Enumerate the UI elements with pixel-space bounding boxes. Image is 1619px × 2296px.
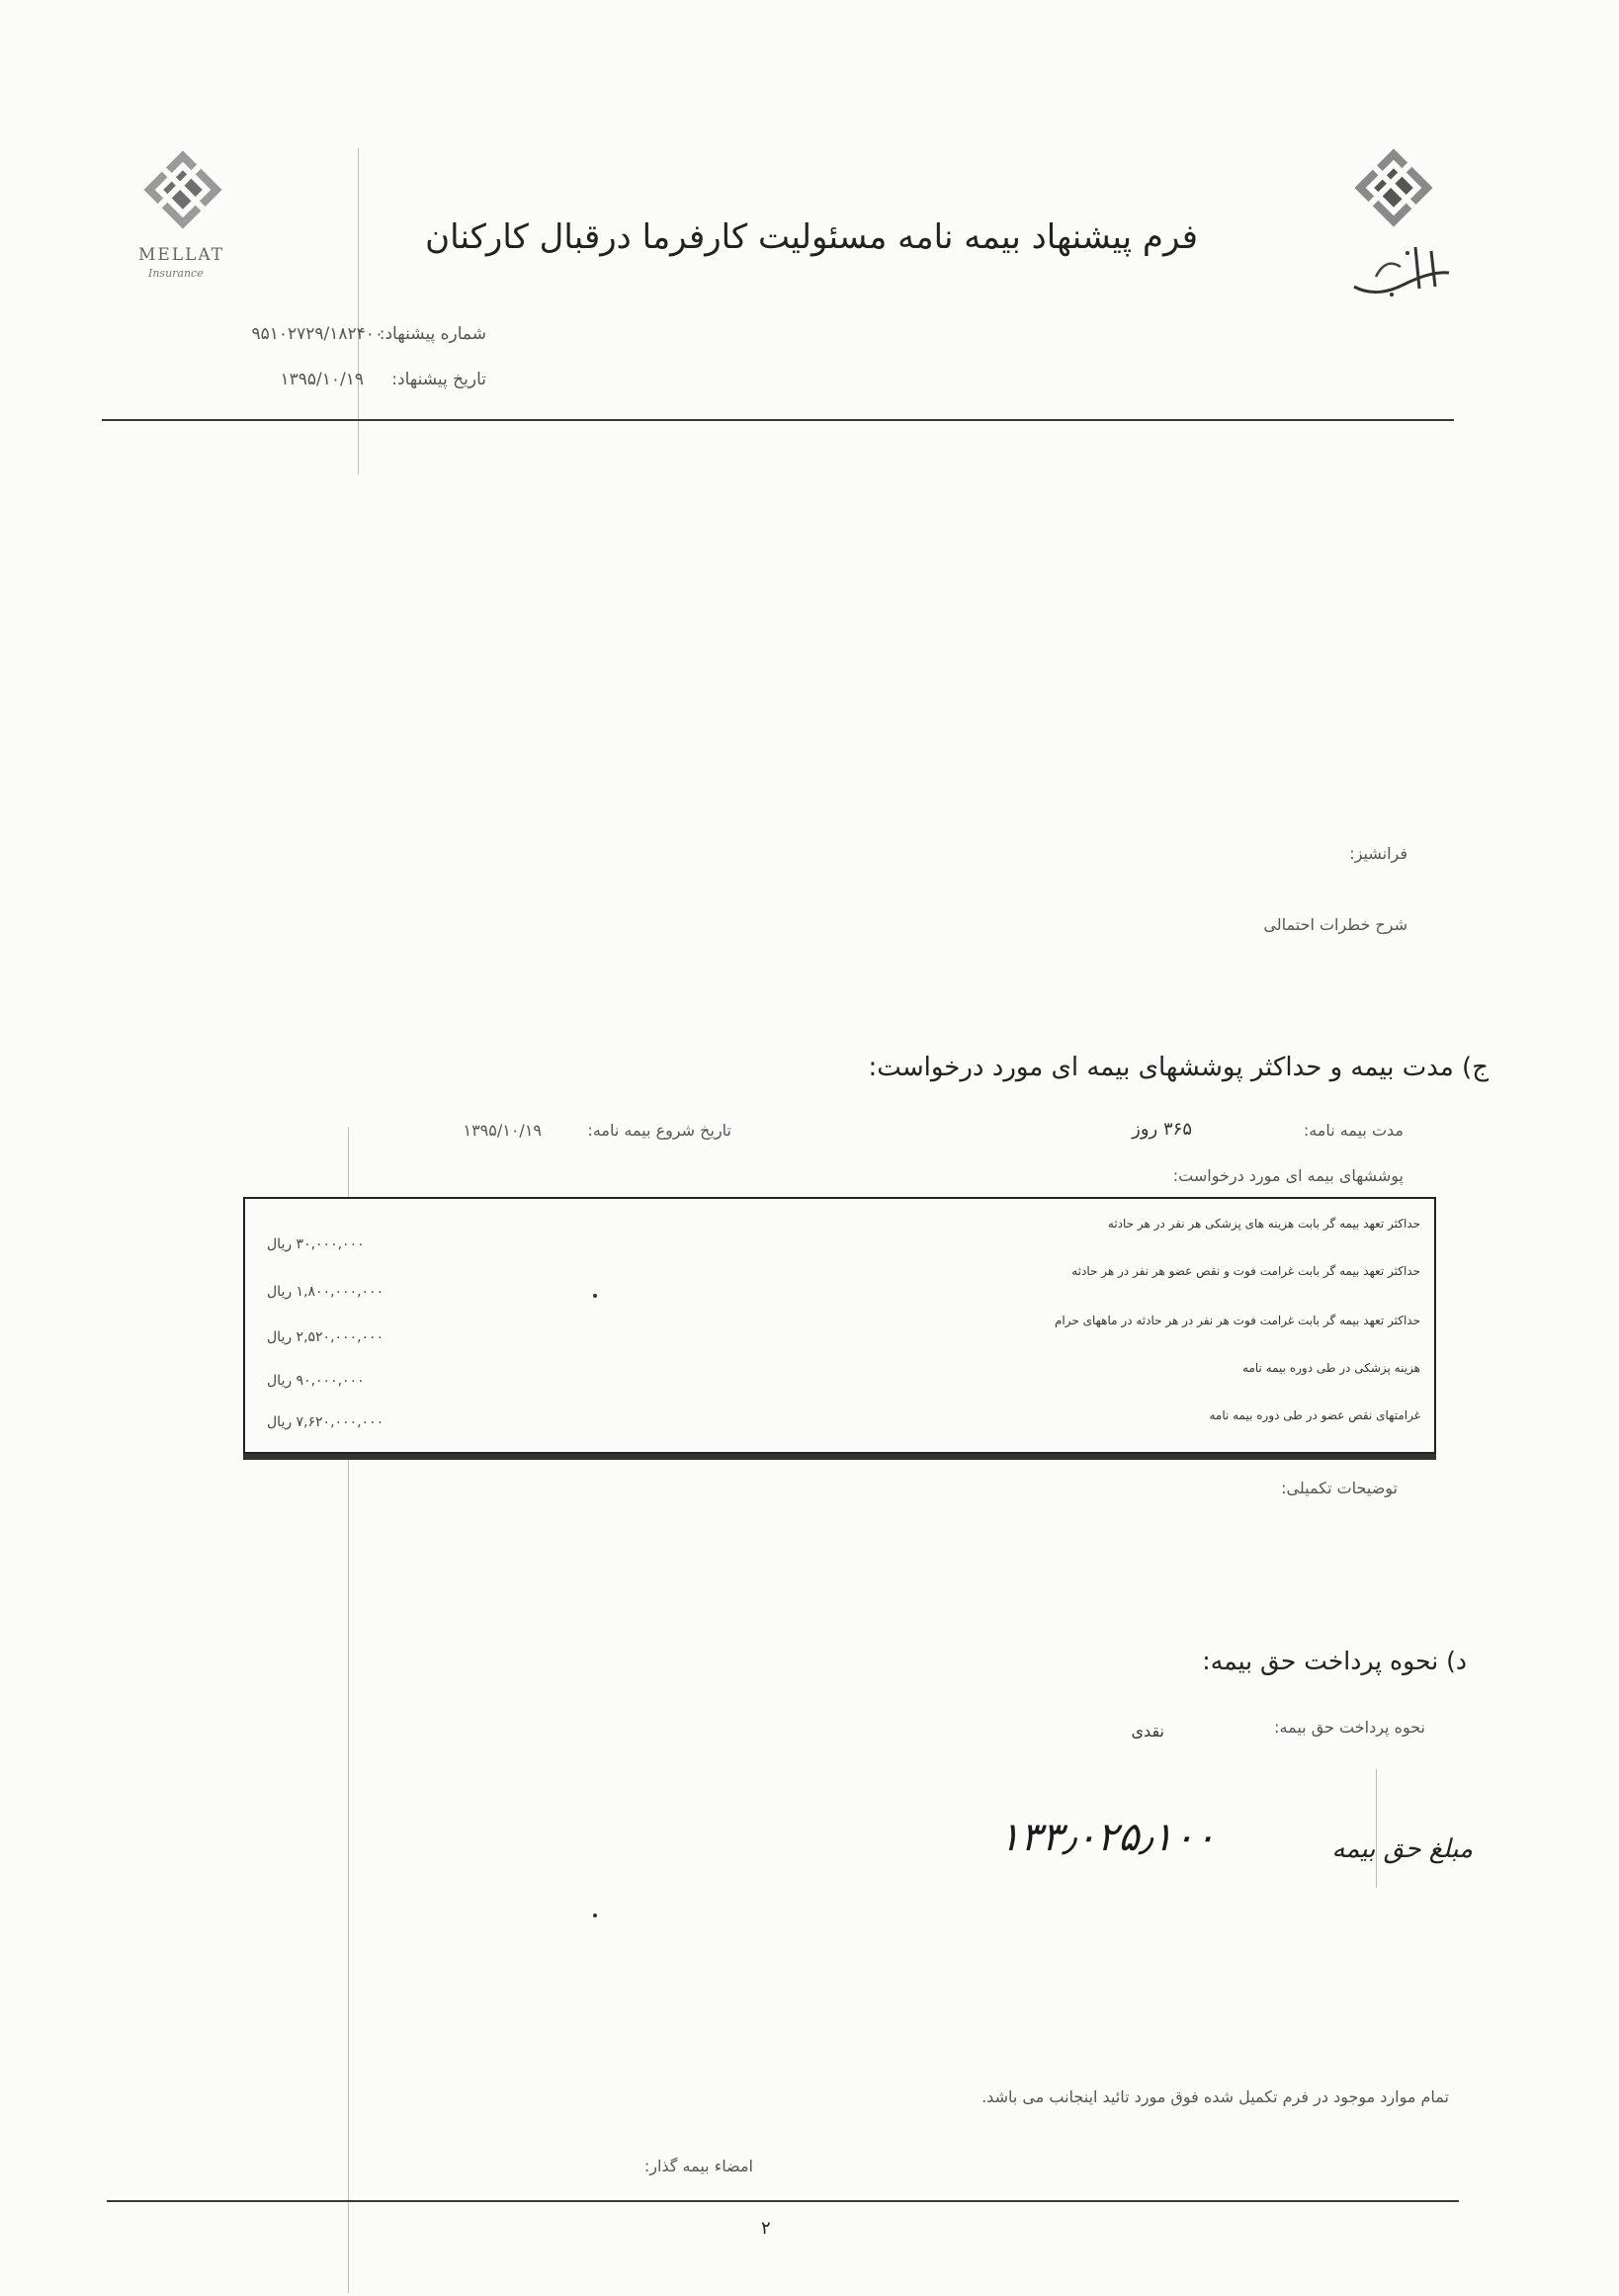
mellat-logo-left bbox=[133, 140, 232, 239]
section-c-heading: ج) مدت بیمه و حداکثر پوششهای بیمه ای مورد درخواست: bbox=[868, 1053, 1489, 1082]
payment-method-label: نحوه پرداخت حق بیمه: bbox=[1274, 1718, 1425, 1737]
confirmation-text: تمام موارد موجود در فرم تکمیل شده فوق مورد تائید اینجانب می باشد. bbox=[981, 2087, 1449, 2106]
risk-description-label: شرح خطرات احتمالی bbox=[1263, 915, 1407, 934]
page-number: ۲ bbox=[761, 2218, 771, 2239]
scan-artifact bbox=[1376, 1769, 1377, 1888]
page-title: فرم پیشنهاد بیمه نامه مسئولیت کارفرما درقبال کارکنان bbox=[425, 217, 1198, 257]
coverage-row-label: حداکثر تعهد بیمه گر بابت غرامت فوت هر نفر در هر حادثه در ماههای حرام bbox=[1054, 1314, 1420, 1327]
notes-label: توضیحات تکمیلی: bbox=[1281, 1479, 1398, 1497]
payment-method-value: نقدی bbox=[1131, 1722, 1164, 1741]
header-divider bbox=[102, 419, 1454, 421]
duration-value: ۳۶۵ روز bbox=[1132, 1119, 1192, 1140]
premium-amount-label: مبلغ حق بیمه bbox=[1331, 1834, 1473, 1864]
logo-left-text: MELLAT bbox=[138, 245, 225, 265]
coverage-row-label: هزینه پزشکی در طی دوره بیمه نامه bbox=[1242, 1361, 1420, 1375]
logo-left-subtext: Insurance bbox=[148, 267, 204, 280]
coverage-row-value: ۹۰,۰۰۰,۰۰۰ ریال bbox=[267, 1373, 365, 1389]
start-date-label: تاریخ شروع بیمه نامه: bbox=[587, 1121, 731, 1140]
coverage-row-value: ۱,۸۰۰,۰۰۰,۰۰۰ ریال bbox=[267, 1284, 384, 1300]
coverage-row-value: ۳۰,۰۰۰,۰۰۰ ریال bbox=[267, 1236, 365, 1252]
coverage-row-label: حداکثر تعهد بیمه گر بابت هزینه های پزشکی هر نفر در هر حادثه bbox=[1107, 1217, 1420, 1231]
mellat-logo-right bbox=[1344, 138, 1443, 237]
proposal-date-label: تاریخ پیشنهاد: bbox=[391, 370, 486, 389]
proposal-date-value: ۱۳۹۵/۱۰/۱۹ bbox=[280, 370, 364, 389]
duration-label: مدت بیمه نامه: bbox=[1303, 1121, 1404, 1140]
coverage-row-value: ۷,۶۲۰,۰۰۰,۰۰۰ ریال bbox=[267, 1414, 384, 1430]
logo-right-calligraphy bbox=[1346, 237, 1455, 306]
section-d-heading: د) نحوه پرداخت حق بیمه: bbox=[1202, 1647, 1467, 1675]
coverages-table bbox=[243, 1197, 1436, 1454]
scan-speck bbox=[593, 1913, 597, 1917]
start-date-value: ۱۳۹۵/۱۰/۱۹ bbox=[463, 1121, 542, 1140]
premium-amount-value: ۱۳۳٫۰۲۵٫۱۰۰ bbox=[998, 1815, 1216, 1860]
coverages-label: پوششهای بیمه ای مورد درخواست: bbox=[1172, 1166, 1404, 1185]
scan-speck bbox=[593, 1294, 597, 1298]
coverage-row-label: حداکثر تعهد بیمه گر بابت غرامت فوت و نقص عضو هر نفر در هر حادثه bbox=[1071, 1264, 1420, 1278]
scan-artifact bbox=[358, 148, 359, 474]
proposal-number-label: شماره پیشنهاد: bbox=[379, 324, 486, 344]
franchise-label: فرانشیز: bbox=[1349, 844, 1407, 863]
coverage-row-label: غرامتهای نقص عضو در طی دوره بیمه نامه bbox=[1209, 1408, 1420, 1422]
footer-divider bbox=[107, 2200, 1459, 2202]
coverage-row-value: ۲,۵۲۰,۰۰۰,۰۰۰ ریال bbox=[267, 1329, 384, 1345]
proposal-number-value: ۹۵۱۰۲۷۲۹/۱۸۲۴۰۰ bbox=[251, 324, 383, 344]
signature-label: امضاء بیمه گذار: bbox=[643, 2157, 753, 2175]
